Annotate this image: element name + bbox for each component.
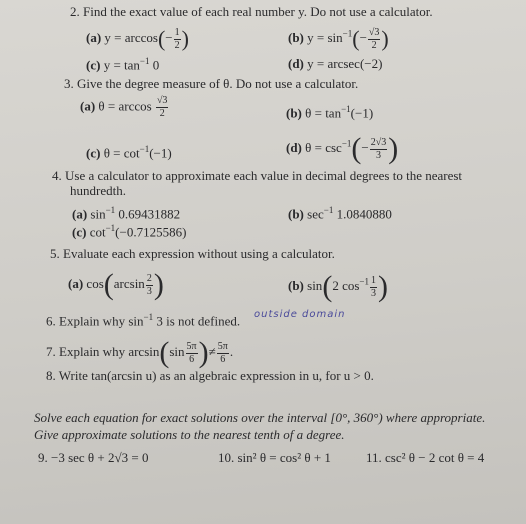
problem-3a: (a) θ = arccos $\frac{√3}{2}$ — [80, 95, 168, 119]
problem-2a: (a) y = arccos(− $\frac{1}{2}$ ) — [86, 26, 189, 51]
problem-6: 6. Explain why $\sin^{-1} 3$ is not defined. — [46, 312, 241, 329]
problem-2d: (d) y = arcsec(−2) — [288, 56, 383, 71]
problem-5a: (a) cos(arcsin $\frac{2}{3}$ ) — [68, 268, 164, 301]
solve-instructions-2: Give approximate solutions to the nearest tenth of a degree. — [34, 427, 345, 442]
problem-5b: (b) sin(2 $\cos^{-1}$ $\frac{1}{3}$ ) — [288, 270, 388, 303]
problem-8: 8. Write tan(arcsin u) as an algebraic expression in u, for u > 0. — [46, 368, 374, 383]
problem-2b: (b) $y = \sin^{-1}(-$ $\frac{√3}{2}$ ) — [288, 26, 389, 51]
problem-7: 7. Explain why arcsin(sin $\frac{5\pi}{6}$ )≠ $\frac{5\pi}{6}$ . — [46, 336, 234, 369]
problem-5-title: 5. Evaluate each expression without using a calculator. — [50, 246, 335, 261]
problem-11: 11. csc² θ − 2 cot θ = 4 — [366, 450, 485, 465]
solve-instructions-1: Solve each equation for exact solutions over the interval [0°, 360°) where appropriate. — [34, 410, 486, 425]
problem-4-title-cont: hundredth. — [70, 183, 126, 198]
problem-9: 9. −3 sec θ + 2√3 = 0 — [38, 450, 149, 465]
problem-3b: (b) $\theta = \tan^{-1}(-1)$ — [286, 104, 374, 121]
problem-3-title: 3. Give the degree measure of θ. Do not use a calculator. — [64, 76, 359, 91]
problem-4b: (b) $\sec^{-1} 1.0840880$ — [288, 205, 392, 222]
problem-4c: (c) $\cot^{-1}(-0.7125586)$ — [72, 223, 187, 240]
problem-3d: (d) $\theta = \csc^{-1}(-$ $\frac{2√3}{3}$ ) — [286, 132, 399, 165]
problem-3c: (c) $\theta = \cot^{-1}(-1)$ — [86, 144, 172, 161]
problem-2c: (c) $y = \tan^{-1} 0$ — [86, 56, 160, 73]
problem-2-title: 2. Find the exact value of each real number y. Do not use a calculator. — [70, 4, 433, 19]
problem-10: 10. sin² θ = cos² θ + 1 — [218, 450, 331, 465]
problem-4-title: 4. Use a calculator to approximate each value in decimal degrees to the nearest — [52, 168, 463, 183]
handwritten-note: outside domain — [254, 309, 346, 320]
problem-4a: (a) $\sin^{-1} 0.69431882$ — [72, 205, 181, 222]
